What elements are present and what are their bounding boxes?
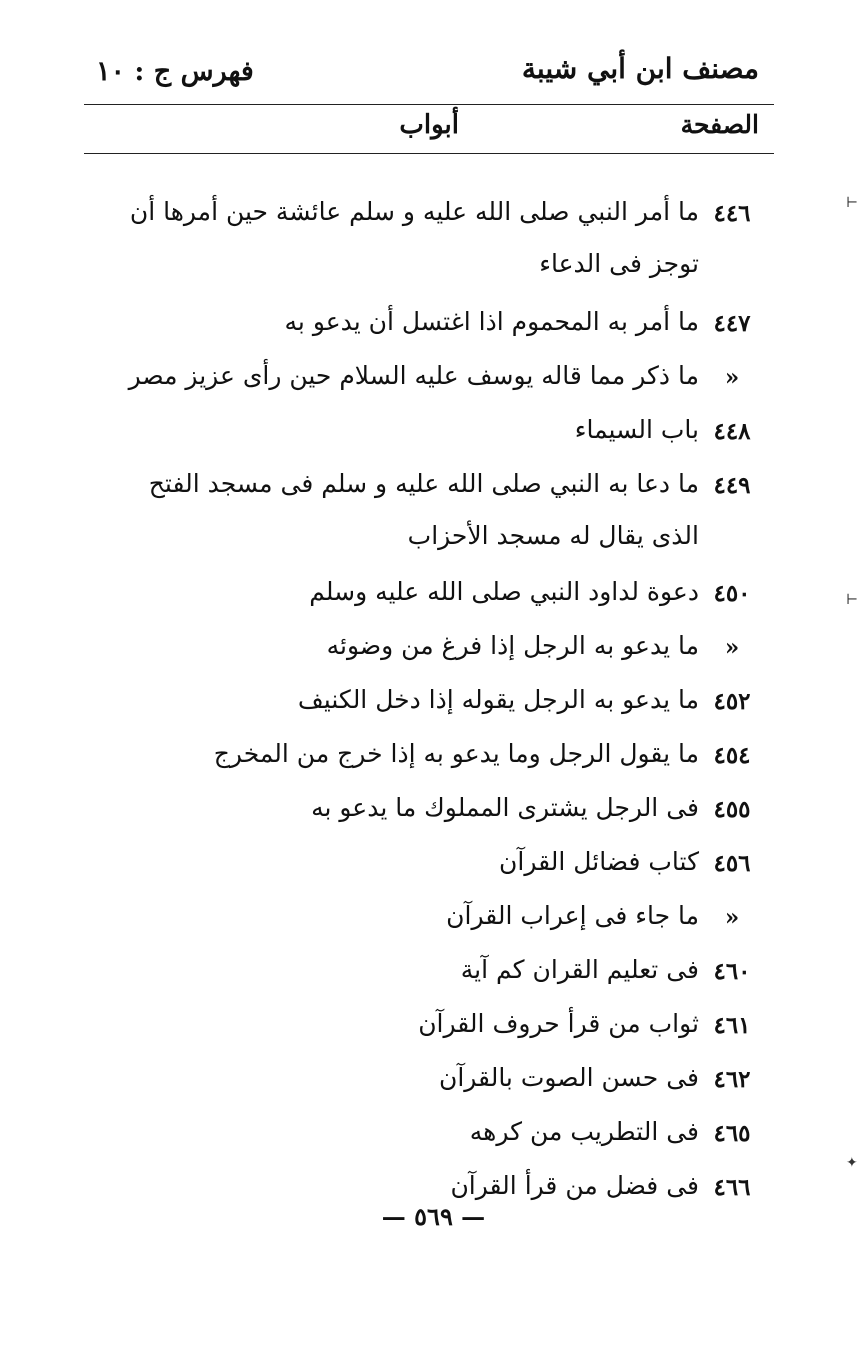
index-row	[0, 944, 867, 1004]
index-row	[0, 1106, 867, 1166]
page-number: ٤٦٥	[713, 1120, 751, 1147]
index-row	[0, 674, 867, 734]
page-number: ٤٤٨	[713, 418, 751, 445]
chapter-title: دعوة لداود النبي صلى الله عليه وسلم	[309, 577, 699, 606]
volume-label: فهرس ج : ١٠	[96, 56, 254, 87]
ditto-mark: «	[724, 904, 740, 931]
index-row	[0, 350, 867, 410]
chapter-title: ما أمر به المحموم اذا اغتسل أن يدعو به	[284, 307, 699, 336]
page-number: ٤٥٢	[713, 688, 751, 715]
page-number: ٤٤٩	[713, 472, 751, 499]
chapters-column-heading: أبواب	[399, 110, 459, 140]
margin-mark: ⊢	[846, 195, 859, 211]
chapter-title: ما يدعو به الرجل يقوله إذا دخل الكنيف	[297, 685, 699, 714]
chapter-title: فى التطريب من كرهه	[469, 1117, 699, 1146]
chapter-title: ثواب من قرأ حروف القرآن	[418, 1009, 699, 1038]
index-row	[0, 186, 867, 294]
chapter-title: باب السيماء	[574, 415, 699, 444]
index-row	[0, 998, 867, 1058]
index-row	[0, 620, 867, 680]
chapter-title: ما ذكر مما قاله يوسف عليه السلام حين رأى عزيز مصر	[128, 361, 699, 390]
chapter-title: فى فضل من قرأ القرآن	[450, 1171, 699, 1200]
page-number: ٤٦٢	[713, 1066, 751, 1093]
page-number: ٤٥٥	[713, 796, 751, 823]
page-number: ٤٥٠	[713, 580, 751, 607]
ditto-mark: «	[724, 634, 740, 661]
index-row	[0, 782, 867, 842]
page-number: ٤٥٦	[713, 850, 751, 877]
chapter-title: ما يدعو به الرجل إذا فرغ من وضوئه	[326, 631, 699, 660]
columns-rule	[84, 153, 774, 154]
page-number: ٤٤٦	[713, 200, 751, 227]
chapter-title: ما جاء فى إعراب القرآن	[446, 901, 699, 930]
chapter-title: فى تعليم القران كم آية	[460, 955, 699, 984]
chapter-title: ما يقول الرجل وما يدعو به إذا خرج من المخرج	[213, 739, 699, 768]
book-title: مصنف ابن أبي شيبة	[521, 52, 759, 85]
index-row	[0, 296, 867, 356]
chapter-title: فى حسن الصوت بالقرآن	[438, 1063, 699, 1092]
page-column-heading: الصفحة	[680, 110, 759, 139]
index-row	[0, 404, 867, 464]
page-number: ٤٦١	[713, 1012, 751, 1039]
index-row	[0, 890, 867, 950]
chapter-title: ما أمر النبي صلى الله عليه و سلم عائشة حين أمرها أن توجز فى الدعاء	[129, 197, 699, 278]
chapter-title: فى الرجل يشترى المملوك ما يدعو به	[311, 793, 699, 822]
index-row	[0, 1052, 867, 1112]
page-footer-number: — ٥٦٩ —	[381, 1202, 486, 1231]
margin-mark: ✦	[846, 1155, 858, 1171]
chapter-title: ما دعا به النبي صلى الله عليه و سلم فى مسجد الفتح الذى يقال له مسجد الأحزاب	[148, 469, 699, 550]
index-row	[0, 458, 867, 566]
index-row	[0, 728, 867, 788]
chapter-title: كتاب فضائل القرآن	[499, 847, 699, 876]
header-rule	[84, 104, 774, 105]
index-list	[0, 172, 867, 1202]
page-number: ٤٦٦	[713, 1174, 751, 1201]
ditto-mark: «	[724, 364, 740, 391]
margin-mark: ⊢	[846, 592, 859, 608]
page-number: ٤٦٠	[713, 958, 751, 985]
index-row	[0, 836, 867, 896]
page-number: ٤٥٤	[713, 742, 751, 769]
index-row	[0, 566, 867, 626]
page-number: ٤٤٧	[713, 310, 751, 337]
